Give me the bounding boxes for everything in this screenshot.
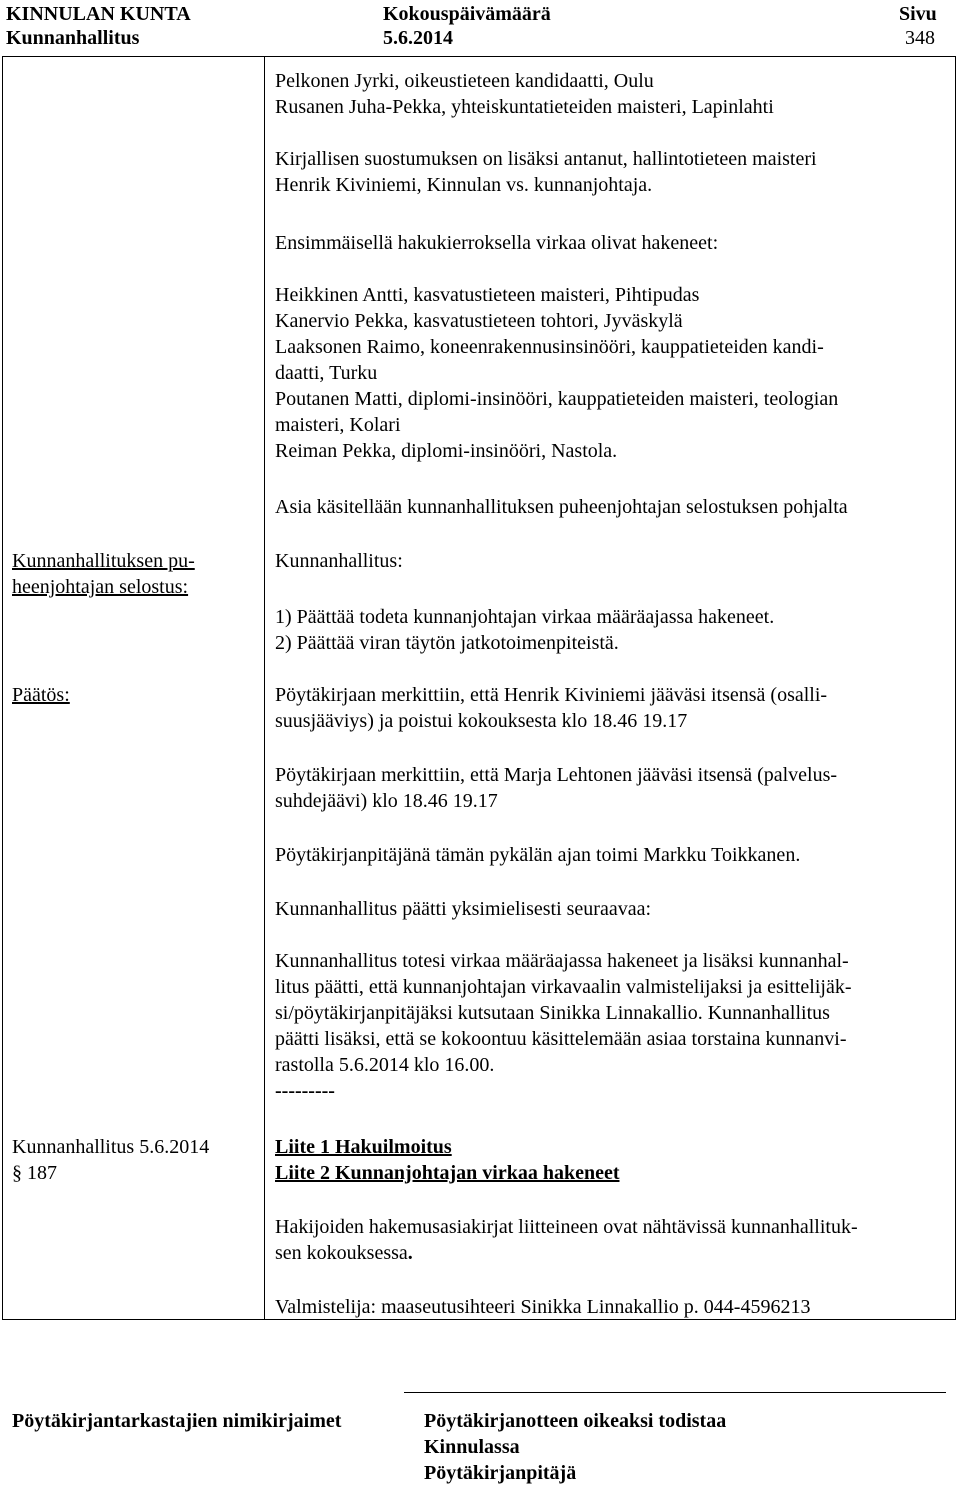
list-item: Kanervio Pekka, kasvatustieteen tohtori, Jyväskylä [275, 310, 683, 332]
line: Henrik Kiviniemi, Kinnulan vs. kunnanjohtaja. [275, 174, 653, 196]
proposal-item: 2) Päättää viran täytön jatkotoimenpiteistä. [275, 632, 619, 654]
line: päätti lisäksi, että se kokoontuu käsittelemään asiaa torstaina kunnanvi- [275, 1028, 847, 1050]
attachments [275, 1134, 950, 1186]
attachment-link[interactable]: Liite 2 Kunnanjohtajan virkaa hakeneet [275, 1162, 620, 1184]
board-label: Kunnanhallitus: [275, 550, 403, 572]
column-divider [264, 56, 265, 1320]
certification [424, 1408, 726, 1486]
proposals [275, 604, 950, 656]
list-item: Reiman Pekka, diplomi-insinööri, Nastola. [275, 440, 618, 462]
section-number: § 187 [12, 1162, 57, 1184]
preparer: Valmistelija: maaseutusihteeri Sinikka Linnakallio p. 044-4596213 [275, 1296, 811, 1318]
page-label: Sivu [899, 3, 937, 25]
meeting-date: 5.6.2014 [383, 27, 453, 49]
first-round-heading: Ensimmäisellä hakukierroksella virkaa olivat hakeneet: [275, 232, 719, 254]
line: Kirjallisen suostumuksen on lisäksi antanut, hallintotieteen maisteri [275, 148, 817, 170]
line: litus päätti, että kunnanjohtajan virkavaalin valmistelijaksi ja esittelijäk- [275, 976, 852, 998]
line: Rusanen Juha-Pekka, yhteiskuntatieteiden maisteri, Lapinlahti [275, 96, 774, 118]
line: Pelkonen Jyrki, oikeustieteen kandidaatti, Oulu [275, 70, 654, 92]
date-label: Kokouspäivämäärä [383, 3, 551, 25]
line: Hakijoiden hakemusasiakirjat liitteineen ovat nähtävissä kunnanhallituk- [275, 1216, 858, 1238]
meeting: Kunnanhallitus 5.6.2014 [12, 1136, 210, 1158]
org-name: KINNULAN KUNTA [6, 3, 191, 25]
list-item: Laaksonen Raimo, koneenrakennusinsinööri, kauppatieteiden kandi- [275, 336, 824, 358]
line: suusjääviys) ja poistui kokouksesta klo 18.46 19.17 [275, 710, 688, 732]
line: Pöytäkirjaan merkittiin, että Marja Lehtonen jääväsi itsensä (palvelus- [275, 764, 838, 786]
page-number: 348 [905, 27, 935, 49]
line: Pöytäkirjanpitäjä [424, 1462, 577, 1484]
consent-paragraph [275, 146, 950, 198]
line: heenjohtajan selostus: [12, 576, 189, 598]
list-item: daatti, Turku [275, 362, 378, 384]
list-item: maisteri, Kolari [275, 414, 401, 436]
line: Pöytäkirjaan merkittiin, että Henrik Kiviniemi jääväsi itsensä (osalli- [275, 684, 828, 706]
dashes-separator: --------- [275, 1080, 335, 1102]
line: rastolla 5.6.2014 klo 16.00. [275, 1054, 495, 1076]
line: Pöytäkirjanotteen oikeaksi todistaa [424, 1410, 727, 1432]
line: sen kokouksessa [275, 1242, 408, 1264]
footer-rule [404, 1392, 946, 1393]
decision-text [275, 948, 950, 1104]
documents-note [275, 1214, 950, 1266]
decision-disqualification-2 [275, 762, 950, 814]
inspectors-initials: Pöytäkirjantarkastajien nimikirjaimet [12, 1410, 342, 1432]
line: Kunnanhallitus totesi virkaa määräajassa hakeneet ja lisäksi kunnanhal- [275, 950, 849, 972]
basis-paragraph: Asia käsitellään kunnanhallituksen puheenjohtajan selostuksen pohjalta [275, 496, 848, 518]
line: suhdejäävi) klo 18.46 19.17 [275, 790, 498, 812]
first-round-applicants [275, 282, 950, 464]
decision-unanimous: Kunnanhallitus päätti yksimielisesti seuraavaa: [275, 898, 652, 920]
list-item: Poutanen Matti, diplomi-insinööri, kauppatieteiden maisteri, teologian [275, 388, 839, 410]
proposal-item: 1) Päättää todeta kunnanjohtajan virkaa määräajassa hakeneet. [275, 606, 775, 628]
chair-statement-label [12, 548, 257, 600]
body-name: Kunnanhallitus [6, 27, 140, 49]
line: Kunnanhallituksen pu- [12, 550, 195, 572]
list-item: Heikkinen Antti, kasvatustieteen maisteri, Pihtipudas [275, 284, 700, 306]
line: Kinnulassa [424, 1436, 520, 1458]
applicants-cont [275, 68, 950, 120]
attachment-link[interactable]: Liite 1 Hakuilmoitus [275, 1136, 452, 1158]
decision-secretary: Pöytäkirjanpitäjänä tämän pykälän ajan toimi Markku Toikkanen. [275, 844, 801, 866]
decision-label: Päätös: [12, 684, 70, 706]
line: si/pöytäkirjanpitäjäksi kutsutaan Sinikka Linnakallio. Kunnanhallitus [275, 1002, 830, 1024]
period: . [407, 1242, 413, 1264]
decision-disqualification-1 [275, 682, 950, 734]
meeting-reference [12, 1134, 257, 1186]
